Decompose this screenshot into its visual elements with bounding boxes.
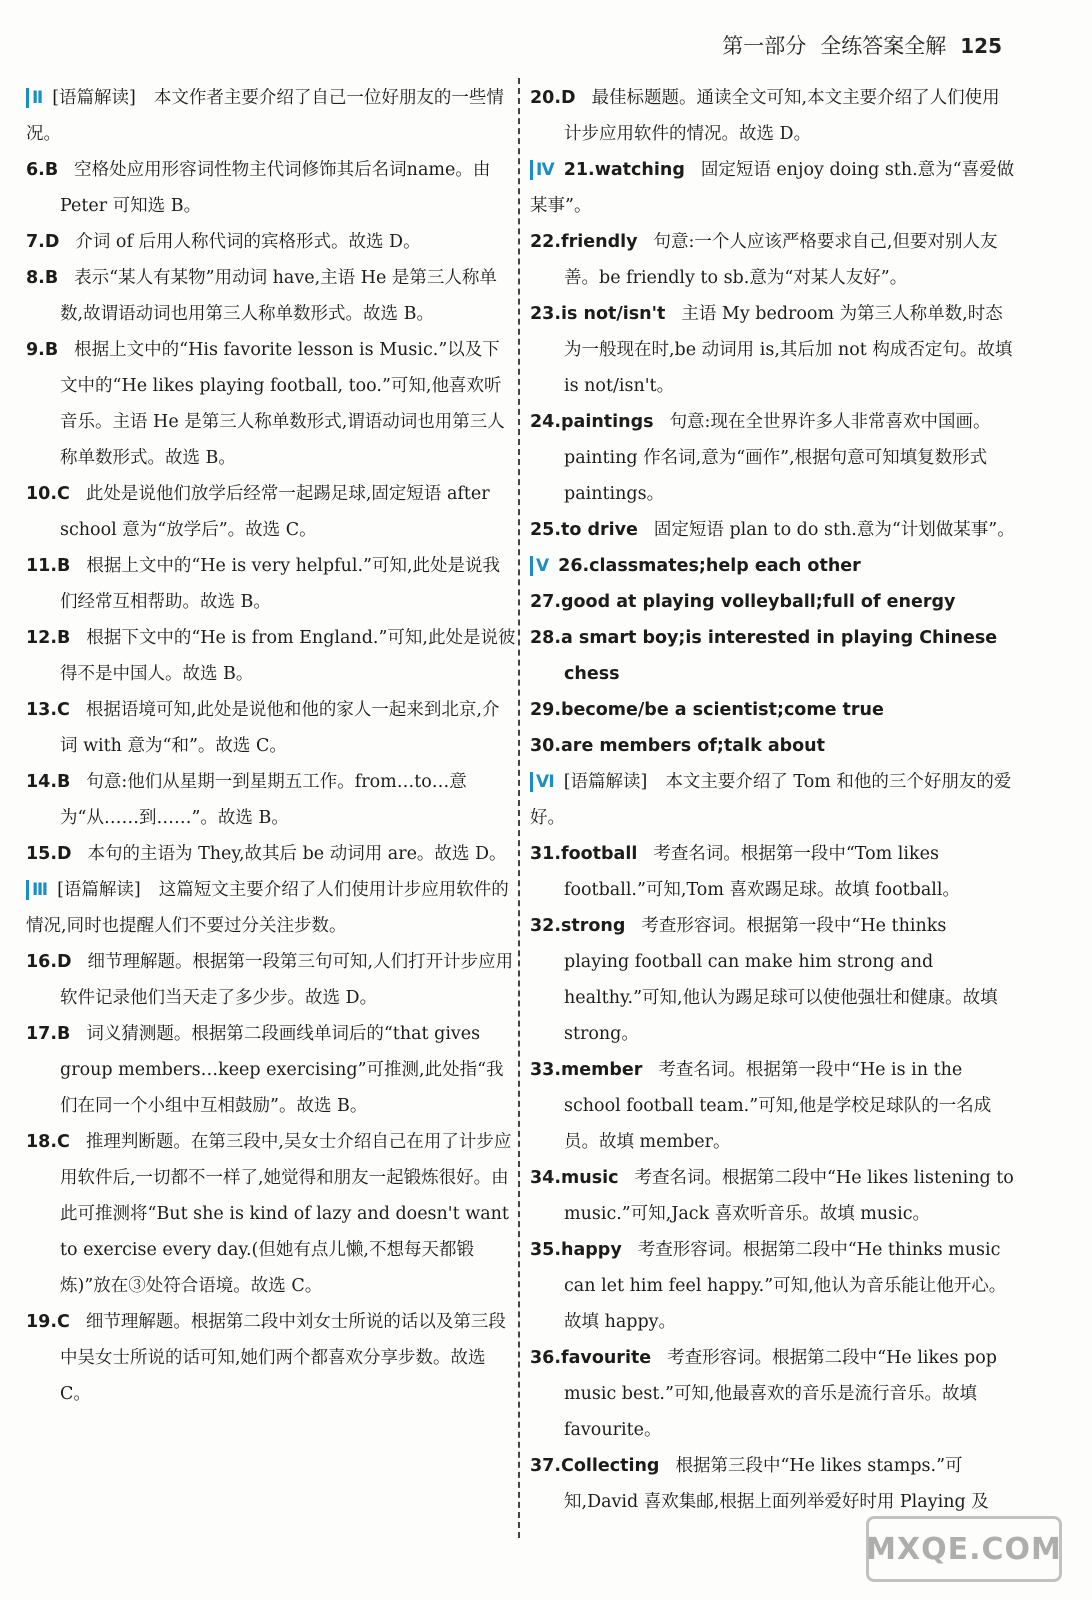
answer-item <box>26 152 516 224</box>
answer-item <box>530 584 1015 620</box>
answer-explanation: 句意:一个人应该严格要求自己,但要对别人友善。be friendly to sb.意为“对某人友好”。 <box>564 232 998 288</box>
answer-item <box>530 764 1015 836</box>
answer-number: 22.friendly <box>530 232 638 252</box>
answer-item <box>26 692 516 764</box>
answer-number: 9.B <box>26 340 59 360</box>
answer-number: 12.B <box>26 628 71 648</box>
answer-number: 21.watching <box>563 160 685 180</box>
answer-explanation: 细节理解题。根据第二段中刘女士所说的话以及第三段中吴女士所说的话可知,她们两个都喜欢分享步数。故选 C。 <box>60 1312 506 1404</box>
page-header <box>722 30 1002 60</box>
answer-explanation: 词义猜测题。根据第二段画线单词后的“that gives group members…keep exercising”可推测,此处指“我们在同一个小组中互相鼓励”。故选 B。 <box>60 1024 504 1116</box>
answer-explanation: 最佳标题题。通读全文可知,本文主要介绍了人们使用计步应用软件的情况。故选 D。 <box>564 88 1000 144</box>
answer-item <box>26 836 516 872</box>
section-badge: Ⅲ <box>26 880 51 900</box>
section-label: [语篇解读] <box>57 880 141 900</box>
answer-explanation: 句意:他们从星期一到星期五工作。from…to…意为“从……到……”。故选 B。 <box>60 772 467 828</box>
answer-number: 13.C <box>26 700 70 720</box>
watermark-logo <box>866 1516 1062 1582</box>
answer-explanation: 根据语境可知,此处是说他和他的家人一起来到北京,介词 with 意为“和”。故选 C。 <box>60 700 500 756</box>
answer-explanation: 细节理解题。根据第一段第三句可知,人们打开计步应用软件记录他们当天走了多少步。故选 D。 <box>60 952 514 1008</box>
answer-number: 34.music <box>530 1168 619 1188</box>
answer-number: 19.C <box>26 1312 70 1332</box>
answer-explanation: 空格处应用形容词性物主代词修饰其后名词name。由 Peter 可知选 B。 <box>60 160 491 216</box>
answer-number: 10.C <box>26 484 70 504</box>
answer-item <box>530 1340 1015 1448</box>
answer-explanation: 这篇短文主要介绍了人们使用计步应用软件的情况,同时也提醒人们不要过分关注步数。 <box>26 880 509 936</box>
answer-number: 29.become/be a scientist;come true <box>530 700 884 720</box>
section-label: [语篇解读] <box>563 772 648 792</box>
answer-number: 32.strong <box>530 916 626 936</box>
answer-item <box>26 1016 516 1124</box>
answer-number: 37.Collecting <box>530 1456 660 1476</box>
answer-explanation: 根据上文中的“His favorite lesson is Music.”以及下文中的“He likes playing football, too.”可知,他喜欢听音乐。主语 He 是第三人称单数形式,谓语动词也用第三人称单数形式。故选 B。 <box>60 340 505 468</box>
column-divider <box>518 78 520 1538</box>
answer-item <box>530 1160 1015 1232</box>
answer-item <box>530 836 1015 908</box>
answer-item <box>26 332 516 476</box>
answer-item <box>530 404 1015 512</box>
right-column <box>530 80 1015 1520</box>
answer-item <box>26 476 516 548</box>
answer-explanation: 考查形容词。根据第二段中“He thinks music can let him feel happy.”可知,他认为音乐能让他开心。故填 happy。 <box>564 1240 1007 1332</box>
section-badge: Ⅱ <box>26 88 46 108</box>
answer-number: 11.B <box>26 556 71 576</box>
answer-explanation: 推理判断题。在第三段中,吴女士介绍自己在用了计步应用软件后,一切都不一样了,她觉得和朋友一起锻炼很好。由此可推测将“But she is kind of lazy and doesn't want to exercise every day.(但她有点儿懒,不想每天都锻炼)”放在③处符合语境。故选 C。 <box>60 1132 512 1296</box>
answer-item <box>530 152 1015 224</box>
answer-item <box>26 620 516 692</box>
answer-number: 36.favourite <box>530 1348 652 1368</box>
answer-explanation: 考查名词。根据第一段中“Tom likes football.”可知,Tom 喜欢踢足球。故填 football。 <box>564 844 960 900</box>
answer-explanation: 本文作者主要介绍了自己一位好朋友的一些情况。 <box>26 88 504 144</box>
answer-explanation: 介词 of 后用人称代词的宾格形式。故选 D。 <box>75 232 421 252</box>
answer-explanation: 考查形容词。根据第一段中“He thinks playing football can make him strong and healthy.”可知,他认为踢足球可以使他强壮和健康。故填 strong。 <box>564 916 998 1044</box>
watermark-text: MXQE.COM <box>866 1531 1062 1567</box>
answer-explanation: 根据下文中的“He is from England.”可知,此处是说彼得不是中国人。故选 B。 <box>60 628 516 684</box>
answer-explanation: 根据上文中的“He is very helpful.”可知,此处是说我们经常互相帮助。故选 B。 <box>60 556 501 612</box>
answer-number: 14.B <box>26 772 71 792</box>
answer-explanation: 考查名词。根据第一段中“He is in the school football team.”可知,他是学校足球队的一名成员。故填 member。 <box>564 1060 992 1152</box>
answer-item <box>530 296 1015 404</box>
answer-explanation: 此处是说他们放学后经常一起踢足球,固定短语 after school 意为“放学后”。故选 C。 <box>60 484 490 540</box>
left-column <box>26 80 516 1412</box>
answer-number: 8.B <box>26 268 59 288</box>
answer-item <box>530 728 1015 764</box>
answer-number: 17.B <box>26 1024 71 1044</box>
answer-number: 28.a smart boy;is interested in playing Chinese chess <box>530 628 998 684</box>
answer-number: 30.are members of;talk about <box>530 736 825 756</box>
answer-item <box>26 944 516 1016</box>
answer-number: 31.football <box>530 844 638 864</box>
section-badge: Ⅵ <box>530 772 558 792</box>
answer-number: 33.member <box>530 1060 643 1080</box>
answer-item <box>26 872 516 944</box>
answer-item <box>530 512 1015 548</box>
answer-item <box>530 1232 1015 1340</box>
answer-explanation: 根据第三段中“He likes stamps.”可知,David 喜欢集邮,根据上面列举爱好时用 Playing 及 <box>564 1456 989 1512</box>
header-part: 第一部分 <box>722 34 807 58</box>
answer-item <box>530 1448 1015 1520</box>
answer-number: 27.good at playing volleyball;full of energy <box>530 592 956 612</box>
answer-number: 25.to drive <box>530 520 638 540</box>
header-title: 全练答案全解 <box>820 34 947 58</box>
answer-item <box>530 692 1015 728</box>
answer-item <box>530 1052 1015 1160</box>
answer-item <box>530 80 1015 152</box>
answer-number: 24.paintings <box>530 412 654 432</box>
answer-explanation: 固定短语 enjoy doing sth.意为“喜爱做某事”。 <box>530 160 1015 216</box>
section-badge: Ⅳ <box>530 160 558 180</box>
answer-explanation: 固定短语 plan to do sth.意为“计划做某事”。 <box>653 520 1015 540</box>
answer-item <box>530 620 1015 692</box>
answer-number: 6.B <box>26 160 59 180</box>
section-badge: Ⅴ <box>530 556 552 576</box>
answer-item <box>26 764 516 836</box>
answer-number: 26.classmates;help each other <box>558 556 861 576</box>
answer-explanation: 本文主要介绍了 Tom 和他的三个好朋友的爱好。 <box>530 772 1012 828</box>
answer-item <box>26 1304 516 1412</box>
answer-explanation: 考查名词。根据第二段中“He likes listening to music.”可知,Jack 喜欢听音乐。故填 music。 <box>564 1168 1014 1224</box>
answer-explanation: 考查形容词。根据第二段中“He likes pop music best.”可知,他最喜欢的音乐是流行音乐。故填 favourite。 <box>564 1348 997 1440</box>
answer-number: 15.D <box>26 844 72 864</box>
answer-explanation: 本句的主语为 They,故其后 be 动词用 are。故选 D。 <box>87 844 507 864</box>
answer-number: 35.happy <box>530 1240 622 1260</box>
answer-number: 23.is not/isn't <box>530 304 666 324</box>
answer-explanation: 表示“某人有某物”用动词 have,主语 He 是第三人称单数,故谓语动词也用第三人称单数形式。故选 B。 <box>60 268 497 324</box>
answer-item <box>530 224 1015 296</box>
answer-number: 7.D <box>26 232 60 252</box>
answer-item <box>26 1124 516 1304</box>
section-label: [语篇解读] <box>52 88 136 108</box>
answer-number: 16.D <box>26 952 72 972</box>
page-number: 125 <box>960 34 1002 58</box>
answer-item <box>530 548 1015 584</box>
answer-explanation: 句意:现在全世界许多人非常喜欢中国画。painting 作名词,意为“画作”,根据句意可知填复数形式 paintings。 <box>564 412 991 504</box>
answer-explanation: 主语 My bedroom 为第三人称单数,时态为一般现在时,be 动词用 is,其后加 not 构成否定句。故填 is not/isn't。 <box>564 304 1013 396</box>
answer-item <box>26 224 516 260</box>
answer-item <box>26 260 516 332</box>
answer-number: 20.D <box>530 88 576 108</box>
answer-item <box>26 548 516 620</box>
answer-item <box>26 80 516 152</box>
answer-number: 18.C <box>26 1132 70 1152</box>
answer-item <box>530 908 1015 1052</box>
